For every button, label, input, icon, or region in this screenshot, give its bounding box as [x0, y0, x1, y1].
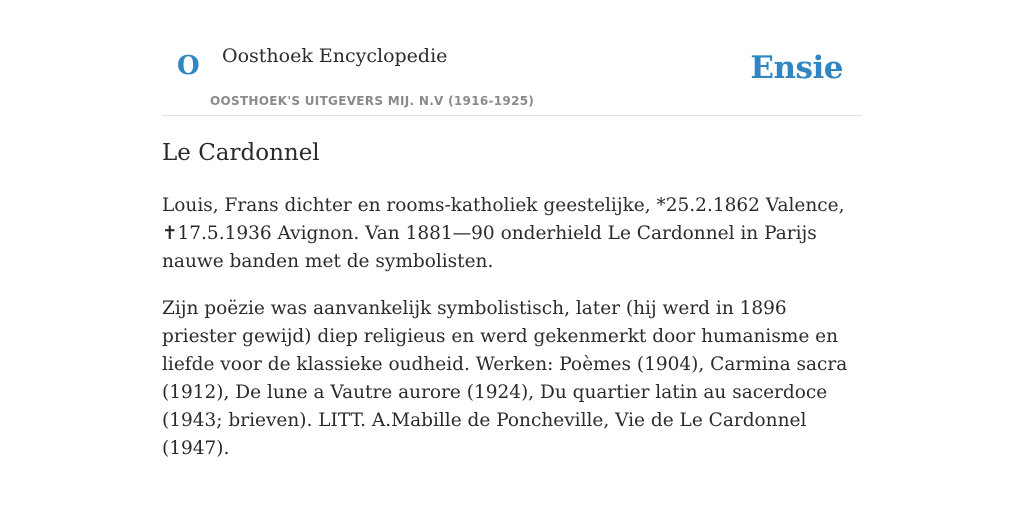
- ensie-logo-link[interactable]: Ensie: [750, 50, 843, 86]
- entry-body: [162, 192, 862, 482]
- entry-title: Le Cardonnel: [162, 140, 320, 166]
- entry-paragraph: Louis, Frans dichter en rooms-katholiek geestelijke, *25.2.1862 Valence, ✝17.5.1936 Avignon. Van 1881—90 onderhield Le Cardonnel in Parijs nauwe banden met de symbolisten.: [162, 195, 845, 272]
- source-title-link[interactable]: Oosthoek Encyclopedie: [222, 45, 448, 67]
- publisher-label: OOSTHOEK'S UITGEVERS MIJ. N.V (1916-1925): [210, 94, 535, 108]
- page-container: [162, 0, 862, 459]
- source-logo-icon[interactable]: O: [177, 51, 200, 81]
- source-header: [162, 0, 862, 116]
- entry-paragraph: Zijn poëzie was aanvankelijk symbolistisch, later (hij werd in 1896 priester gewijd) diep religieus en werd gekenmerkt door humanisme en liefde voor de klassieke oudheid. Werken: Poèmes (1904), Carmina sacra (1912), De lune a Vautre aurore (1924), Du quartier latin au sacerdoce (1943; brieven). LITT. A.Mabille de Poncheville, Vie de Le Cardonnel (1947).: [162, 298, 848, 459]
